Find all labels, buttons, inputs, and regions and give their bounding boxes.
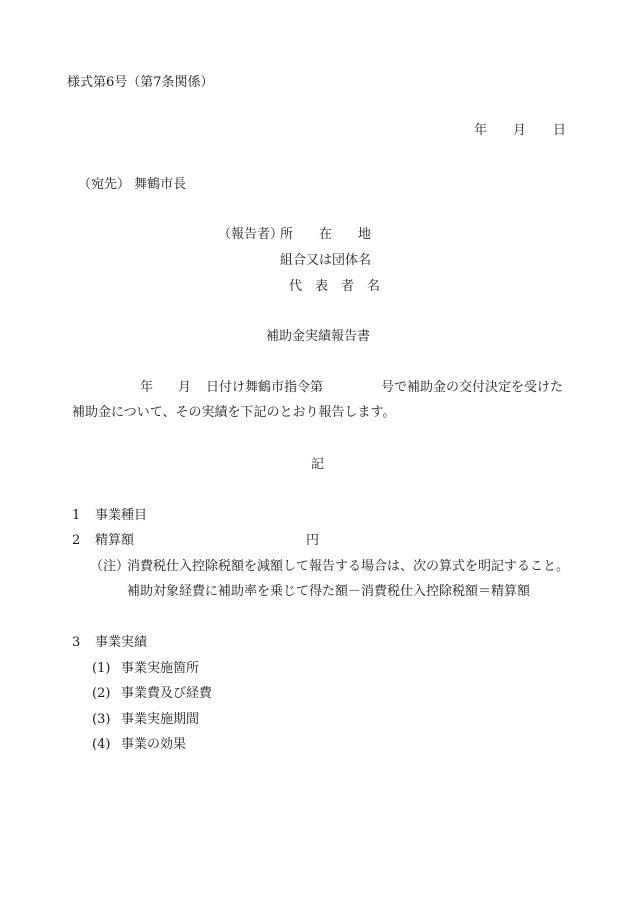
reporter-org-name-label: 組合又は団体名: [280, 253, 372, 268]
item-2-unit: 円: [306, 533, 320, 548]
reporter-label: （報告者）: [218, 227, 284, 242]
subitem-1-label: 事業実施箇所: [121, 661, 200, 676]
item-1-number: 1: [72, 508, 81, 523]
note-line-1: 消費税仕入控除税額を減額して報告する場合は、次の算式を明記すること。: [127, 559, 570, 574]
subitem-2-label: 事業費及び経費: [121, 686, 213, 701]
body-year-label: 年: [140, 380, 154, 395]
body-directive-text: 日付け舞鶴市指令第: [206, 380, 324, 395]
note-formula: 補助対象経費に補助率を乗じて得た額－消費税仕入控除税額＝精算額: [127, 584, 531, 599]
note-label: （注）: [90, 559, 130, 574]
date-year-label: 年: [474, 123, 488, 138]
subitem-4-label: 事業の効果: [121, 737, 187, 752]
addressee: （宛先） 舞鶴市長: [78, 177, 187, 192]
subitem-1-number: (1): [92, 661, 111, 676]
body-line-2: 補助金について、その実績を下記のとおり報告します。: [72, 405, 396, 420]
date-day-label: 日: [553, 123, 567, 138]
subitem-3-number: (3): [92, 712, 111, 727]
body-month-label: 月: [178, 380, 192, 395]
reporter-address-label: 所 在 地: [280, 227, 372, 242]
item-3-label: 事業実績: [95, 635, 148, 650]
form-number: 様式第6号（第7条関係）: [67, 75, 214, 90]
body-decision-text: 号で補助金の交付決定を受けた: [381, 380, 564, 395]
subitem-4-number: (4): [92, 737, 111, 752]
reporter-representative-label: 代 表 者 名: [289, 279, 381, 294]
document-title: 補助金実績報告書: [266, 329, 371, 344]
subitem-3-label: 事業実施期間: [121, 712, 200, 727]
item-2-number: 2: [72, 533, 81, 548]
item-2-label: 精算額: [95, 533, 135, 548]
item-3-number: 3: [72, 635, 81, 650]
date-month-label: 月: [513, 123, 527, 138]
subitem-2-number: (2): [92, 686, 111, 701]
ki-heading: 記: [311, 457, 325, 472]
item-1-label: 事業種目: [95, 508, 148, 523]
